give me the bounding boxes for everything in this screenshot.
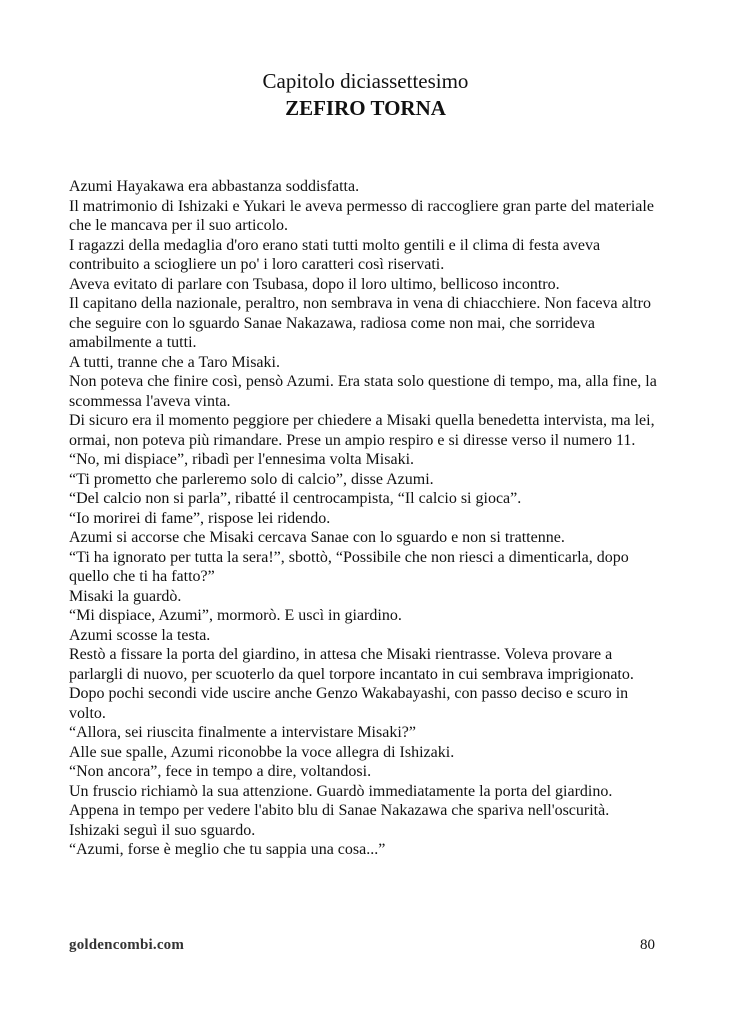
- paragraph: “Azumi, forse è meglio che tu sappia una cosa...”: [69, 841, 386, 858]
- paragraph: Di sicuro era il momento peggiore per chiedere a Misaki quella benedetta intervista, ma lei, ormai, non poteva più rimandare. Prese un ampio respiro e si diresse verso il numero 11.: [69, 412, 655, 449]
- paragraph: “Ti ha ignorato per tutta la sera!”, sbottò, “Possibile che non riesci a dimenticarla, dopo quello che ti ha fatto?”: [69, 548, 629, 585]
- paragraph: “No, mi dispiace”, ribadì per l'ennesima volta Misaki.: [69, 451, 415, 468]
- paragraph: Azumi si accorse che Misaki cercava Sanae con lo sguardo e non si trattenne.: [69, 529, 565, 546]
- paragraph: “Non ancora”, fece in tempo a dire, voltandosi.: [69, 763, 372, 780]
- paragraph: Alle sue spalle, Azumi riconobbe la voce allegra di Ishizaki.: [69, 743, 455, 761]
- chapter-body: [69, 177, 669, 860]
- chapter-title: ZEFIRO TORNA: [285, 96, 446, 120]
- paragraph: “Del calcio non si parla”, ribatté il centrocampista, “Il calcio si gioca”.: [69, 490, 522, 507]
- footer-site-name: goldencombi.com: [69, 937, 185, 953]
- paragraph: Restò a fissare la porta del giardino, in attesa che Misaki rientrasse. Voleva provare a parlargli di nuovo, per scuoterlo da quel torpore incantato in cui sembrava imprigionato.: [69, 646, 634, 683]
- paragraph: Dopo pochi secondi vide uscire anche Genzo Wakabayashi, con passo deciso e scuro in volto.: [69, 685, 629, 722]
- paragraph: Il capitano della nazionale, peraltro, non sembrava in vena di chiacchiere. Non faceva altro che seguire con lo sguardo Sanae Nakazawa, radiosa come non mai, che sorrideva amabilmente a tutti.: [69, 295, 651, 351]
- paragraph: Ishizaki seguì il suo sguardo.: [69, 821, 256, 839]
- paragraph: “Io morirei di fame”, rispose lei ridendo.: [69, 509, 331, 527]
- page-number: 80: [640, 937, 655, 953]
- paragraph: Non poteva che finire così, pensò Azumi. Era stata solo questione di tempo, ma, alla fine, la scommessa l'aveva vinta.: [69, 373, 657, 410]
- paragraph: A tutti, tranne che a Taro Misaki.: [69, 353, 280, 371]
- paragraph: Un fruscio richiamò la sua attenzione. Guardò immediatamente la porta del giardino.: [69, 782, 613, 800]
- paragraph: Il matrimonio di Ishizaki e Yukari le aveva permesso di raccogliere gran parte del materiale che le mancava per il suo articolo.: [69, 197, 654, 234]
- paragraph: Azumi scosse la testa.: [69, 626, 211, 644]
- paragraph: Azumi Hayakawa era abbastanza soddisfatta.: [69, 178, 360, 195]
- paragraph: Aveva evitato di parlare con Tsubasa, dopo il loro ultimo, bellicoso incontro.: [69, 275, 560, 293]
- paragraph: Misaki la guardò.: [69, 587, 182, 605]
- chapter-heading: [0, 68, 731, 122]
- paragraph: Appena in tempo per vedere l'abito blu di Sanae Nakazawa che spariva nell'oscurità.: [69, 802, 610, 819]
- chapter-label: Capitolo diciassettesimo: [262, 69, 469, 93]
- paragraph: “Mi dispiace, Azumi”, mormorò. E uscì in giardino.: [69, 607, 402, 624]
- paragraph: I ragazzi della medaglia d'oro erano stati tutti molto gentili e il clima di festa aveva contribuito a sciogliere un po' i loro caratteri così riservati.: [69, 236, 601, 273]
- paragraph: “Allora, sei riuscita finalmente a intervistare Misaki?”: [69, 724, 416, 741]
- paragraph: “Ti prometto che parleremo solo di calcio”, disse Azumi.: [69, 470, 434, 488]
